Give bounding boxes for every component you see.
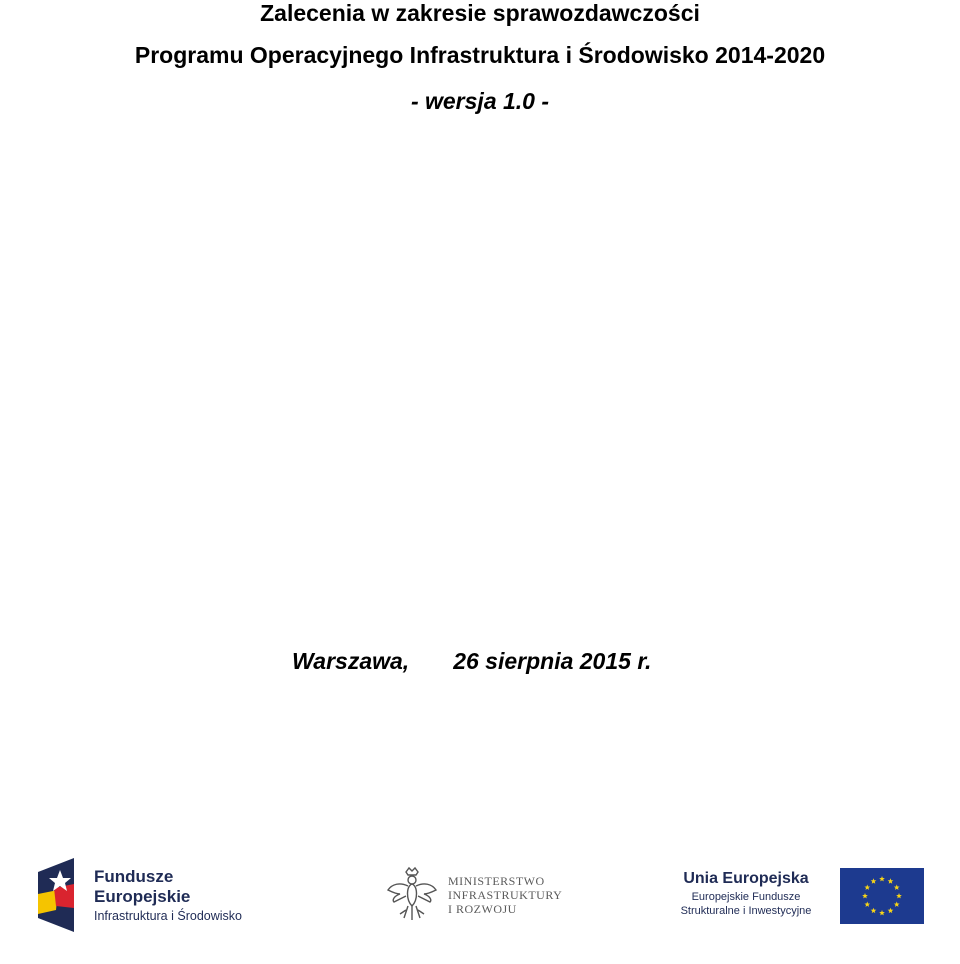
footer-logos [0, 850, 960, 940]
place-and-date [292, 648, 651, 675]
fundusze-europejskie-logo [38, 856, 268, 934]
ministerstwo-logo [386, 864, 586, 924]
eu-name: Unia Europejska [683, 870, 809, 887]
eu-sub-line1: Europejskie Fundusze [691, 891, 801, 903]
eu-flag-icon [840, 868, 924, 924]
fe-star-icon [38, 856, 82, 932]
document-version: - wersja 1.0 - [410, 88, 550, 114]
fe-name-line1: Fundusze [94, 867, 174, 886]
fe-name-line2: Europejskie [94, 887, 191, 906]
ministry-line3: I ROZWOJU [448, 902, 517, 916]
city: Warszawa, [292, 648, 410, 674]
ministry-line1: MINISTERSTWO [448, 874, 545, 888]
date: 26 sierpnia 2015 r. [453, 648, 652, 674]
ministry-line2: INFRASTRUKTURY [448, 888, 563, 902]
unia-europejska-logo [660, 864, 930, 928]
document-title-line2: Programu Operacyjnego Infrastruktura i Środowisko 2014-2020 [134, 42, 826, 68]
eu-sub-line2: Strukturalne i Inwestycyjne [680, 905, 812, 917]
fe-subtitle: Infrastruktura i Środowisko [94, 909, 242, 923]
document-title-line1: Zalecenia w zakresie sprawozdawczości [260, 0, 700, 26]
eagle-emblem-icon [386, 866, 438, 922]
